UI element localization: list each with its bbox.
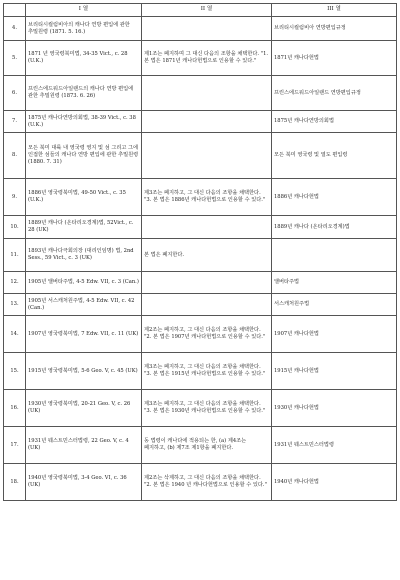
row-new-name: 1931년 웨스트민스터법령 xyxy=(272,427,397,464)
row-amendment xyxy=(142,76,272,111)
table-row xyxy=(4,41,397,76)
row-amendment: 동 법령이 캐나다에 적용되는 한, (a) 제4조는 폐지하고, (b) 제7조 제1항을 폐지한다. xyxy=(142,427,272,464)
row-number: 14. xyxy=(4,316,26,353)
row-new-name: 서스캐처원주법 xyxy=(272,294,397,316)
row-amendment xyxy=(142,111,272,133)
row-act-name: 1905년 서스캐처원주법, 4-5 Edw. VII, c. 42 (Can.) xyxy=(26,294,142,316)
table-row xyxy=(4,464,397,501)
row-number: 10. xyxy=(4,216,26,239)
row-amendment: 제2조는 삭제하고, 그 대신 다음의 조항을 채택한다. "2. 본 법은 1940 년 캐나다헌법으로 인용할 수 있다." xyxy=(142,464,272,501)
table-row xyxy=(4,353,397,390)
row-number: 17. xyxy=(4,427,26,464)
row-act-name: 1930년 영국령북미법, 20-21 Geo. V, c. 26 (UK) xyxy=(26,390,142,427)
table-row xyxy=(4,239,397,272)
row-new-name: 1886년 캐나다헌법 xyxy=(272,179,397,216)
row-new-name: 1915년 캐나다헌법 xyxy=(272,353,397,390)
row-amendment xyxy=(142,17,272,41)
row-act-name: 1886년 영국령북미법, 49-50 Vict., c. 35 (U.K.) xyxy=(26,179,142,216)
row-act-name: 브리티시컬럼비아의 캐나다 연방 편입에 관한 추밀원령 (1871. 5. 16.) xyxy=(26,17,142,41)
row-number: 12. xyxy=(4,272,26,294)
constitution-table xyxy=(3,3,397,501)
row-amendment: 제3조는 폐지하고, 그 대신 다음의 조항을 채택한다. "3. 본 법은 1915년 캐나다헌법으로 인용할 수 있다." xyxy=(142,353,272,390)
row-act-name: 1875년 캐나다연방의회법, 38-39 Vict., c. 38 (U.K.) xyxy=(26,111,142,133)
header-column-3: III 열 xyxy=(272,4,397,17)
table-row xyxy=(4,111,397,133)
table-row xyxy=(4,390,397,427)
table-row xyxy=(4,76,397,111)
row-number: 6. xyxy=(4,76,26,111)
row-amendment xyxy=(142,133,272,179)
table-row xyxy=(4,17,397,41)
row-amendment xyxy=(142,294,272,316)
header-column-2: II 열 xyxy=(142,4,272,17)
row-act-name: 1905년 앨버타주법, 4-5 Edw. VII, c. 3 (Can.) xyxy=(26,272,142,294)
table-row xyxy=(4,216,397,239)
row-number: 4. xyxy=(4,17,26,41)
row-amendment: 제3조는 폐지하고, 그 대신 다음의 조항을 채택한다. "3. 본 법은 1886년 캐나다헌법으로 인용할 수 있다." xyxy=(142,179,272,216)
row-number: 5. xyxy=(4,41,26,76)
table-row xyxy=(4,316,397,353)
row-act-name: 1889년 캐나다 (온타리오경계)법, 52Vict., c. 28 (UK) xyxy=(26,216,142,239)
row-amendment: 제1조는 폐지하며 그 대신 다음의 조항을 채택한다. "1. 본 법은 1871년 캐나다헌법으로 인용할 수 있다." xyxy=(142,41,272,76)
row-new-name: 프린스에드워드아일랜드 연방편입규정 xyxy=(272,76,397,111)
table-row xyxy=(4,272,397,294)
row-act-name: 1871 년 영국령북미법, 34-35 Vict., c. 28 (U.K.) xyxy=(26,41,142,76)
row-new-name: 1871년 캐나다헌법 xyxy=(272,41,397,76)
row-number: 7. xyxy=(4,111,26,133)
row-new-name: 1875년 캐나다연방의회법 xyxy=(272,111,397,133)
table-row xyxy=(4,427,397,464)
row-number: 8. xyxy=(4,133,26,179)
row-number: 16. xyxy=(4,390,26,427)
row-amendment xyxy=(142,216,272,239)
table-row xyxy=(4,294,397,316)
row-amendment: 본 법은 폐지한다. xyxy=(142,239,272,272)
table-row xyxy=(4,179,397,216)
row-amendment: 제2조는 폐지하고, 그 대신 다음의 조항을 채택한다. "2. 본 법은 1907년 캐나다헌법으로 인용할 수 있다." xyxy=(142,316,272,353)
row-act-name: 프린스에드워드아일랜드의 캐나다 연방 편입에 관한 추밀원령 (1873. 6. 26) xyxy=(26,76,142,111)
row-act-name: 1907년 영국령북미법, 7 Edw. VII, c. 11 (UK) xyxy=(26,316,142,353)
row-new-name: 1940년 캐나다헌법 xyxy=(272,464,397,501)
row-act-name: 1915년 영국령북미법, 5-6 Geo. V, c. 45 (UK) xyxy=(26,353,142,390)
row-act-name: 1893년 캐나다극회의장 (대리인임명) 법, 2nd Sess., 59 Vict., c. 3 (UK) xyxy=(26,239,142,272)
row-act-name: 1931년 웨스트민스터법령, 22 Geo. V, c. 4 (UK) xyxy=(26,427,142,464)
row-new-name: 모든 북미 영국령 및 열도 편입령 xyxy=(272,133,397,179)
row-new-name: 앨버타주법 xyxy=(272,272,397,294)
row-act-name: 모든 북미 대륙 내 영국령 영지 및 섬 그리고 그에 인접한 섬들의 캐나다 연방 편입에 관한 추밀원령 (1880. 7. 31) xyxy=(26,133,142,179)
header-number xyxy=(4,4,26,17)
row-number: 15. xyxy=(4,353,26,390)
row-amendment: 제3조는 폐지하고, 그 대신 다음의 조항을 채택한다. "3. 본 법은 1930년 캐나다헌법으로 인용할 수 있다." xyxy=(142,390,272,427)
row-number: 13. xyxy=(4,294,26,316)
row-new-name: 1930년 캐나다헌법 xyxy=(272,390,397,427)
row-amendment xyxy=(142,272,272,294)
row-act-name: 1940년 영국령북미법, 3-4 Geo. VI, c. 36 (UK) xyxy=(26,464,142,501)
row-number: 11. xyxy=(4,239,26,272)
row-number: 9. xyxy=(4,179,26,216)
row-new-name: 브리티시컬럼비아 연방편입규정 xyxy=(272,17,397,41)
row-number: 18. xyxy=(4,464,26,501)
row-new-name: 1907년 캐나다헌법 xyxy=(272,316,397,353)
row-new-name xyxy=(272,239,397,272)
header-row xyxy=(4,4,397,17)
row-new-name: 1889년 캐나다 (온타리오경계)법 xyxy=(272,216,397,239)
header-column-1: I 열 xyxy=(26,4,142,17)
table-row xyxy=(4,133,397,179)
